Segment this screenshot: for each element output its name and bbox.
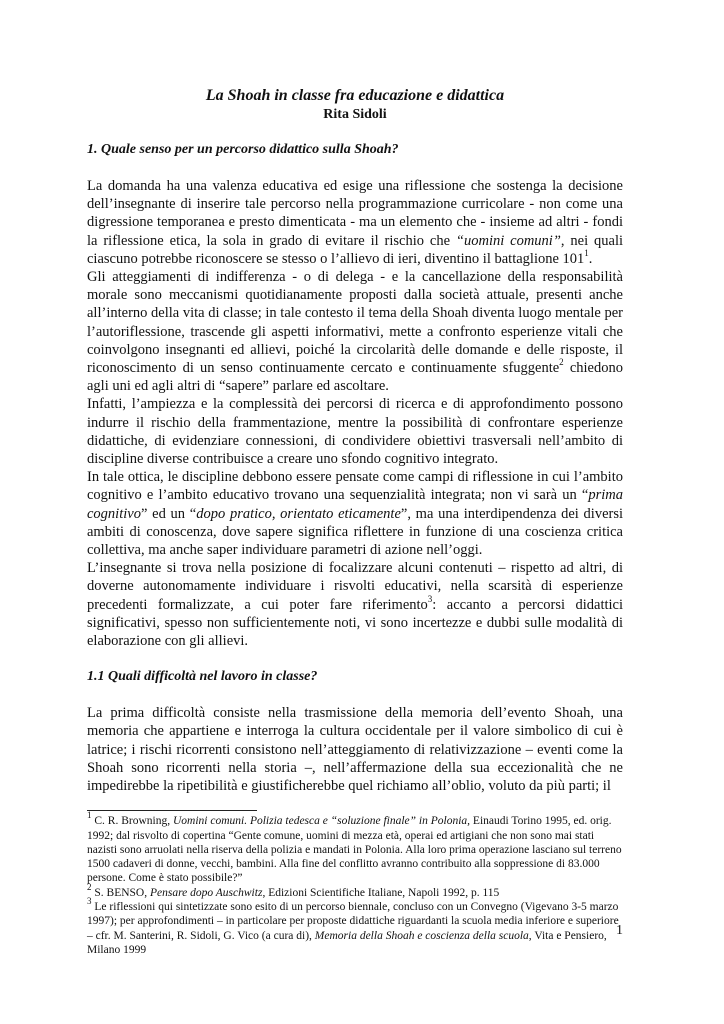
section-1-1-body bbox=[87, 704, 623, 795]
footnote-2: $^2$ S. BENSO, Pensare dopo Auschwitz, Edizioni Scientifiche Italiane, Napoli 1992, p. 115 bbox=[87, 881, 500, 899]
footnote-ref-2: 2 bbox=[559, 357, 564, 368]
page-number: 1 bbox=[616, 923, 623, 938]
footnotes bbox=[87, 810, 623, 957]
paragraph-3: Infatti, l’ampiezza e la complessità dei percorsi di ricerca e di approfondimento possono indurre il rischio della frammentazione, mentre la possibilità di confrontare esperienze didattiche, di evidenziare connessioni, di condividere obiettivi trasversali nell’ambito di discipline diverse contribuisce a creare uno sfondo cognitivo integrato. bbox=[87, 396, 623, 468]
section-1-1-heading: 1.1 Quali difficoltà nel lavoro in classe? bbox=[87, 669, 318, 685]
paragraph-2: Gli atteggiamenti di indifferenza - o di delega - e la cancellazione della responsabilità morale sono meccanismi quotidianamente proposti dalla società attuale, presenti anche all’interno della vita di classe; in tale contesto il tema della Shoah diventa luogo mentale per l’autoriflessione, trascende gli aspetti informativi, mette a confronto esperienze vitali che coinvolgono insegnanti ed allievi, poiché la circolarità delle domande e delle risposte, il riconoscimento di un senso continuamente cercato e continuamente sfuggente$^2$ chiedono agli uni ed agli altri di “sapere” parlare ed ascoltare. bbox=[87, 269, 623, 395]
footnote-3: $^3$ Le riflessioni qui sintetizzate sono esito di un percorso biennale, concluso con un Convegno (Vigevano 3-5 marzo 1997); per approfondimenti – in particolare per proposte didattiche riguardanti la scuola media inferiore e superiore – cfr. M. Santerini, R. Sidoli, G. Vico (a cura di), Memoria della Shoah e coscienza della scuola, Vita e Pensiero, Milano 1999 bbox=[87, 896, 619, 956]
paragraph-6: La prima difficoltà consiste nella trasmissione della memoria dell’evento Shoah, una memoria che appartiene e interroga la cultura occidentale per il valore simbolico di cui è latrice; i rischi ricorrenti consistono nell’atteggiamento di relativizzazione – eventi come la Shoah sono ricorrenti nella storia –, nell’affermazione della sua eccezionalità che ne impedirebbe la ripetibilità e giustificherebbe quel richiamo all’oblio, voluto da più parti; il bbox=[87, 705, 623, 795]
document-title: La Shoah in classe fra educazione e didattica bbox=[205, 87, 505, 104]
document-author: Rita Sidoli bbox=[323, 107, 387, 122]
paragraph-5: L’insegnante si trova nella posizione di focalizzare alcuni contenuti – rispetto ad altri, di doverne autonomamente individuare i risvolti educativi, nella scarsità di esperienze precedenti formalizzate, a cui poter fare riferimento$^3$: accanto a percorsi didattici significativi, spesso non sufficientemente noti, vi sono incertezze e dubbi sulle modalità di elaborazione con gli allievi. bbox=[87, 560, 624, 650]
section-1-body bbox=[87, 177, 623, 650]
section-1-heading: 1. Quale senso per un percorso didattico sulla Shoah? bbox=[87, 142, 399, 157]
paragraph-4: In tale ottica, le discipline debbono essere pensate come campi di riflessione in cui l’ambito cognitivo e l’ambito educativo trovano una sequenzialità integrata; non vi sarà un “prima cognitivo” ed un “dopo pratico, orientato eticamente”, ma una interdipendenza dei diversi ambiti di conoscenza, dove sapere significa riflettere in funzione di una coscienza critica collettiva, ma anche saper individuare parametri di azione nell’oggi. bbox=[87, 469, 624, 559]
paragraph-1: La domanda ha una valenza educativa ed esige una riflessione che sostenga la decisione dell’insegnante di inserire tale percorso nella programmazione curricolare - non come una digressione temporanea e presto dimenticata - ma un elemento che - insieme ad altri - fondi la riflessione etica, la sola in grado di evitare il rischio che “uomini comuni”, nei quali ciascuno potrebbe riconoscere se stesso o l’allievo di ieri, diventino il battaglione $101^1$. bbox=[87, 178, 624, 267]
footnote-separator bbox=[87, 810, 257, 811]
document-page bbox=[87, 86, 623, 957]
footnote-ref-3: 3 bbox=[427, 593, 433, 604]
footnote-1: $^1$ C. R. Browning, Uomini comuni. Polizia tedesca e “soluzione finale” in Polonia, Einaudi Torino 1995, ed. orig. 1992; dal risvolto di copertina “Gente comune, uomini di mezza età, operai ed artigiani che non sono mai stati nazisti sono arruolati nella riserva della polizia e mandati in Polonia. Alla loro prima operazione lasciano sul terreno 1500 cadaveri di donne, vecchi, bambini. Alla fine del conflitto avranno contribuito alla soppressione di 83.000 persone. Come è stato possibile?” bbox=[87, 810, 622, 885]
footnote-ref-1: 1 bbox=[584, 247, 589, 258]
